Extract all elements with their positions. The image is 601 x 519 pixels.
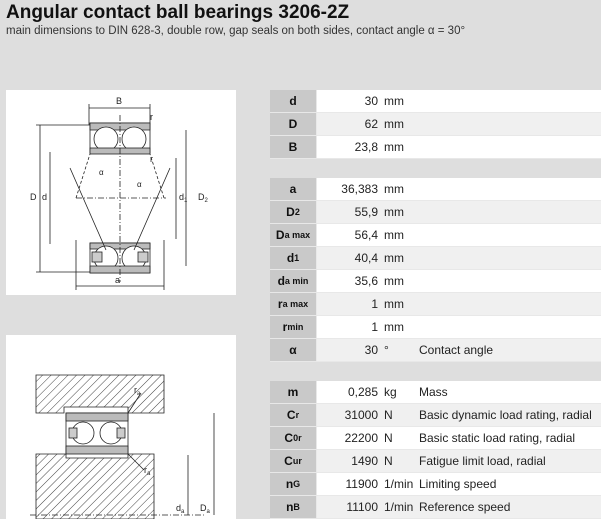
row-symbol: m: [270, 381, 317, 403]
row-unit: N: [384, 431, 393, 445]
table-row: [270, 178, 601, 201]
table-row: [270, 427, 601, 450]
page-subtitle: main dimensions to DIN 628-3, double row, gap seals on both sides, contact angle α = 30°: [6, 25, 466, 37]
row-value: 56,4: [354, 228, 378, 242]
mounting-dimensions-table: [270, 178, 601, 362]
row-unit: °: [384, 343, 389, 357]
row-value: 11900: [345, 477, 378, 491]
row-unit: mm: [384, 251, 404, 265]
row-symbol: r min: [270, 316, 317, 338]
row-value: 1: [371, 320, 378, 334]
table-row: [270, 316, 601, 339]
row-description: Limiting speed: [419, 477, 497, 491]
row-description: Reference speed: [419, 500, 511, 514]
row-unit: kg: [384, 385, 397, 399]
table-row: [270, 113, 601, 136]
label-Da: $D_a$: [200, 503, 210, 515]
row-unit: mm: [384, 297, 404, 311]
table-row: [270, 136, 601, 159]
row-unit: N: [384, 454, 393, 468]
label-D2: $D_2$: [198, 192, 208, 204]
label-alpha-2: α: [137, 180, 142, 189]
load-ratings-table: [270, 381, 601, 519]
row-description: Basic static load rating, radial: [419, 431, 576, 445]
table-row: [270, 450, 601, 473]
row-symbol: α: [270, 339, 317, 361]
label-ra-1: $r_a$: [134, 385, 141, 397]
table-row: [270, 381, 601, 404]
bearing-cross-section-drawing: [6, 90, 236, 295]
table-row: [270, 201, 601, 224]
label-alpha-1: α: [99, 168, 104, 177]
row-value: 11100: [346, 500, 378, 514]
row-symbol: d a min: [270, 270, 317, 292]
row-symbol: B: [270, 136, 317, 158]
row-unit: 1/min: [384, 477, 414, 491]
row-description: Contact angle: [419, 343, 494, 357]
row-unit: mm: [384, 205, 404, 219]
row-value: 30: [364, 94, 378, 108]
row-unit: N: [384, 408, 393, 422]
row-unit: mm: [384, 274, 404, 288]
row-unit: mm: [384, 182, 404, 196]
row-value: 62: [364, 117, 378, 131]
table-row: [270, 339, 601, 362]
row-value: 0,285: [347, 385, 378, 399]
label-D: D: [30, 192, 37, 202]
row-symbol: d 1: [270, 247, 317, 269]
label-r-1: r: [150, 112, 153, 122]
row-description: Fatigue limit load, radial: [419, 454, 546, 468]
row-unit: 1/min: [384, 500, 414, 514]
row-description: Mass: [419, 385, 448, 399]
row-symbol: D a max: [270, 224, 317, 246]
row-symbol: n B: [270, 496, 317, 518]
table-row: [270, 496, 601, 519]
table-row: [270, 270, 601, 293]
label-B: B: [116, 96, 123, 106]
label-r-2: r: [150, 154, 153, 164]
table-row: [270, 247, 601, 270]
label-d1: $d_1$: [179, 192, 188, 204]
label-d: d: [42, 192, 48, 202]
row-unit: mm: [384, 94, 404, 108]
row-value: 36,383: [341, 182, 378, 196]
mounting-dimensions-drawing: [6, 335, 236, 519]
row-symbol: a: [270, 178, 317, 200]
row-unit: mm: [384, 140, 404, 154]
row-symbol: r a max: [270, 293, 317, 315]
row-symbol: d: [270, 90, 317, 112]
row-value: 23,8: [354, 140, 378, 154]
table-row: [270, 224, 601, 247]
row-symbol: C ur: [270, 450, 317, 472]
row-value: 35,6: [354, 274, 378, 288]
row-symbol: D: [270, 113, 317, 135]
label-ra-2: $r_a$: [144, 465, 151, 477]
row-value: 22200: [344, 431, 378, 445]
label-da: $d_a$: [176, 503, 185, 515]
row-unit: mm: [384, 320, 404, 334]
row-symbol: C 0r: [270, 427, 317, 449]
row-value: 1490: [351, 454, 378, 468]
page-title: Angular contact ball bearings 3206-2Z: [6, 2, 350, 23]
table-row: [270, 293, 601, 316]
table-row: [270, 90, 601, 113]
main-dimensions-table: [270, 90, 601, 159]
row-symbol: C r: [270, 404, 317, 426]
row-unit: mm: [384, 228, 404, 242]
row-description: Basic dynamic load rating, radial: [419, 408, 592, 422]
row-value: 1: [371, 297, 378, 311]
table-row: [270, 473, 601, 496]
row-symbol: D 2: [270, 201, 317, 223]
table-row: [270, 404, 601, 427]
label-a: a: [115, 275, 121, 285]
row-symbol: n G: [270, 473, 317, 495]
row-unit: mm: [384, 117, 404, 131]
row-value: 31000: [344, 408, 378, 422]
row-value: 40,4: [354, 251, 378, 265]
row-value: 55,9: [354, 205, 378, 219]
row-value: 30: [364, 343, 378, 357]
